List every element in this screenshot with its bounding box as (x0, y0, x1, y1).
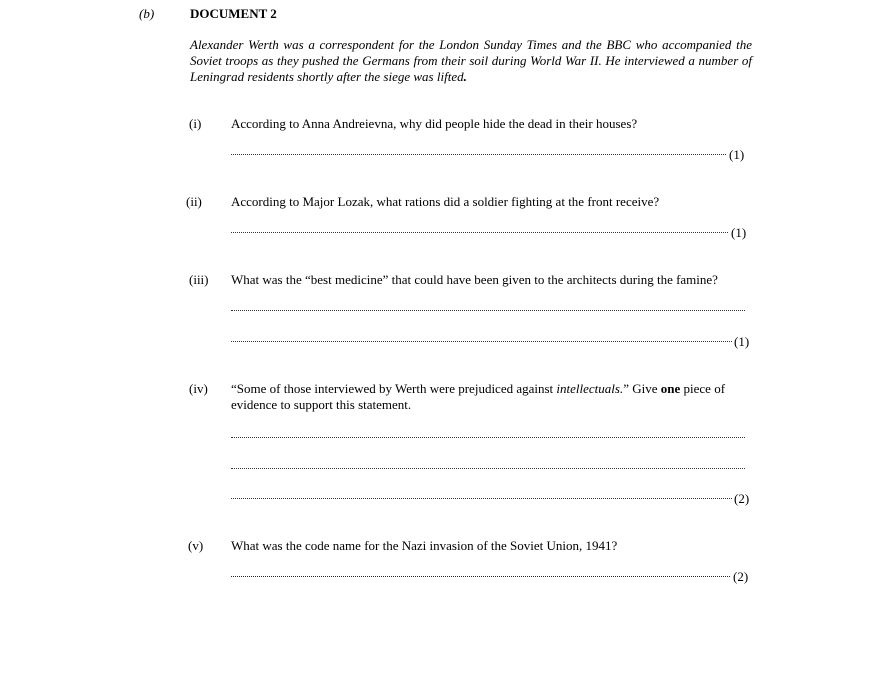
mark-ii: (1) (731, 225, 747, 240)
question-text-i: According to Anna Andreievna, why did people hide the dead in their houses? (231, 116, 638, 131)
question-number-v: (v) (188, 538, 204, 553)
question-text-ii: According to Major Lozak, what rations did a soldier fighting at the front receive? (231, 194, 660, 209)
part-label: (b) (139, 6, 155, 21)
answer-line-iii-1[interactable] (231, 308, 745, 311)
question-text-iii: What was the “best medicine” that could have been given to the architects during the famine? (231, 272, 718, 287)
answer-line-iv-3[interactable] (231, 496, 732, 499)
mark-iv: (2) (734, 491, 750, 506)
mark-v: (2) (733, 569, 749, 584)
question-text-iv-part3: piece of evidence to support this statement. (231, 381, 726, 412)
answer-line-iii-2[interactable] (231, 339, 732, 342)
question-text-v: What was the code name for the Nazi invasion of the Soviet Union, 1941? (231, 538, 618, 553)
question-text-iv-part2: ” Give (623, 381, 661, 396)
answer-line-v[interactable] (231, 574, 730, 577)
intro-end: . (463, 69, 467, 84)
question-number-ii: (ii) (186, 194, 202, 209)
question-text-iv-bold: one (660, 381, 681, 396)
question-text-iv-part1: “Some of those interviewed by Werth were prejudiced against (231, 381, 557, 396)
intro-text: Alexander Werth was a correspondent for the London Sunday Times and the BBC who accompanied the Soviet troops as they pushed the Germans from their soil during World War II. He interviewed a number of Leningrad residents shortly after the siege was lifted (190, 37, 752, 84)
question-text-iv (231, 381, 752, 413)
question-text-iv-italic: intellectuals. (556, 381, 624, 396)
document-title: DOCUMENT 2 (190, 6, 277, 21)
answer-line-iv-1[interactable] (231, 435, 745, 438)
question-number-iv: (iv) (189, 381, 208, 396)
mark-i: (1) (729, 147, 745, 162)
answer-line-iv-2[interactable] (231, 466, 745, 469)
mark-iii: (1) (734, 334, 750, 349)
question-number-i: (i) (189, 116, 202, 131)
answer-line-i[interactable] (231, 152, 726, 155)
answer-line-ii[interactable] (231, 230, 728, 233)
document-intro (190, 37, 752, 85)
question-number-iii: (iii) (189, 272, 209, 287)
